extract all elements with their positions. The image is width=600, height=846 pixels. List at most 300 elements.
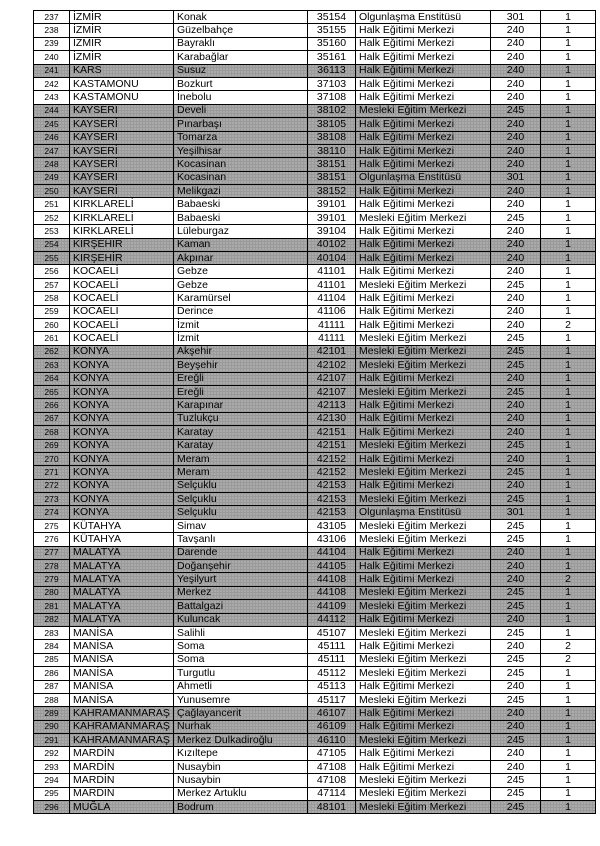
- code-cell: 40102: [308, 238, 356, 251]
- province-cell: KONYA: [70, 426, 174, 439]
- value-cell: 240: [491, 158, 541, 171]
- row-number-cell: 255: [34, 252, 70, 265]
- count-cell: 1: [541, 158, 596, 171]
- count-cell: 1: [541, 519, 596, 532]
- row-number-cell: 260: [34, 318, 70, 331]
- district-cell: Selçuklu: [174, 479, 308, 492]
- row-number-cell: 254: [34, 238, 70, 251]
- row-number-cell: 282: [34, 613, 70, 626]
- institution-cell: Halk Eğitimi Merkezi: [356, 252, 491, 265]
- row-number-cell: 242: [34, 77, 70, 90]
- institution-cell: Halk Eğitimi Merkezi: [356, 720, 491, 733]
- code-cell: 47108: [308, 774, 356, 787]
- district-cell: Nusaybin: [174, 760, 308, 773]
- value-cell: 240: [491, 720, 541, 733]
- province-cell: KOCAELİ: [70, 292, 174, 305]
- institution-cell: Mesleki Eğitim Merkezi: [356, 493, 491, 506]
- province-cell: KÜTAHYA: [70, 533, 174, 546]
- count-cell: 1: [541, 385, 596, 398]
- province-cell: KIRŞEHİR: [70, 238, 174, 251]
- value-cell: 240: [491, 37, 541, 50]
- province-cell: KONYA: [70, 466, 174, 479]
- count-cell: 1: [541, 774, 596, 787]
- value-cell: 245: [491, 774, 541, 787]
- value-cell: 240: [491, 77, 541, 90]
- count-cell: 1: [541, 278, 596, 291]
- code-cell: 35154: [308, 11, 356, 24]
- count-cell: 1: [541, 613, 596, 626]
- count-cell: 1: [541, 345, 596, 358]
- code-cell: 42151: [308, 426, 356, 439]
- table-row: [34, 171, 596, 184]
- province-cell: KONYA: [70, 359, 174, 372]
- row-number-cell: 286: [34, 667, 70, 680]
- count-cell: 1: [541, 466, 596, 479]
- table-row: [34, 466, 596, 479]
- code-cell: 41104: [308, 292, 356, 305]
- count-cell: 1: [541, 238, 596, 251]
- institution-cell: Mesleki Eğitim Merkezi: [356, 278, 491, 291]
- row-number-cell: 290: [34, 720, 70, 733]
- institution-cell: Halk Eğitimi Merkezi: [356, 412, 491, 425]
- table-row: [34, 372, 596, 385]
- province-cell: KAYSERİ: [70, 171, 174, 184]
- district-cell: Karatay: [174, 426, 308, 439]
- district-cell: Yeşilyurt: [174, 573, 308, 586]
- value-cell: 240: [491, 479, 541, 492]
- table-row: [34, 560, 596, 573]
- table-row: [34, 720, 596, 733]
- province-cell: KAYSERİ: [70, 185, 174, 198]
- value-cell: 301: [491, 506, 541, 519]
- code-cell: 43105: [308, 519, 356, 532]
- district-cell: İnebolu: [174, 91, 308, 104]
- row-number-cell: 259: [34, 305, 70, 318]
- value-cell: 245: [491, 359, 541, 372]
- institution-cell: Halk Eğitimi Merkezi: [356, 426, 491, 439]
- district-cell: Karabağlar: [174, 51, 308, 64]
- code-cell: 45117: [308, 693, 356, 706]
- count-cell: 1: [541, 91, 596, 104]
- code-cell: 44104: [308, 546, 356, 559]
- count-cell: 1: [541, 452, 596, 465]
- district-cell: Ereğli: [174, 372, 308, 385]
- institution-cell: Halk Eğitimi Merkezi: [356, 573, 491, 586]
- code-cell: 44108: [308, 573, 356, 586]
- row-number-cell: 243: [34, 91, 70, 104]
- value-cell: 240: [491, 185, 541, 198]
- count-cell: 1: [541, 586, 596, 599]
- count-cell: 1: [541, 252, 596, 265]
- institution-cell: Mesleki Eğitim Merkezi: [356, 359, 491, 372]
- table-row: [34, 787, 596, 800]
- district-cell: Meram: [174, 466, 308, 479]
- province-cell: KONYA: [70, 452, 174, 465]
- province-cell: KONYA: [70, 372, 174, 385]
- province-cell: KIRKLARELİ: [70, 211, 174, 224]
- institution-cell: Halk Eğitimi Merkezi: [356, 24, 491, 37]
- district-cell: Bozkurt: [174, 77, 308, 90]
- district-cell: Ereğli: [174, 385, 308, 398]
- count-cell: 2: [541, 318, 596, 331]
- value-cell: 240: [491, 680, 541, 693]
- institution-cell: Halk Eğitimi Merkezi: [356, 560, 491, 573]
- code-cell: 38110: [308, 144, 356, 157]
- institution-cell: Mesleki Eğitim Merkezi: [356, 586, 491, 599]
- count-cell: 1: [541, 305, 596, 318]
- row-number-cell: 263: [34, 359, 70, 372]
- value-cell: 240: [491, 91, 541, 104]
- count-cell: 2: [541, 573, 596, 586]
- table-row: [34, 586, 596, 599]
- count-cell: 1: [541, 64, 596, 77]
- institution-cell: Mesleki Eğitim Merkezi: [356, 439, 491, 452]
- count-cell: 1: [541, 626, 596, 639]
- province-cell: MALATYA: [70, 560, 174, 573]
- code-cell: 41111: [308, 332, 356, 345]
- value-cell: 240: [491, 412, 541, 425]
- institution-cell: Halk Eğitimi Merkezi: [356, 225, 491, 238]
- row-number-cell: 276: [34, 533, 70, 546]
- row-number-cell: 245: [34, 118, 70, 131]
- institution-cell: Halk Eğitimi Merkezi: [356, 51, 491, 64]
- institution-cell: Mesleki Eğitim Merkezi: [356, 600, 491, 613]
- province-cell: MARDİN: [70, 747, 174, 760]
- province-cell: KONYA: [70, 506, 174, 519]
- district-cell: Konak: [174, 11, 308, 24]
- province-cell: MALATYA: [70, 586, 174, 599]
- value-cell: 240: [491, 573, 541, 586]
- count-cell: 1: [541, 667, 596, 680]
- code-cell: 44105: [308, 560, 356, 573]
- province-cell: KONYA: [70, 399, 174, 412]
- institution-cell: Mesleki Eğitim Merkezi: [356, 104, 491, 117]
- code-cell: 45111: [308, 653, 356, 666]
- table-row: [34, 265, 596, 278]
- district-cell: Tuzlukçu: [174, 412, 308, 425]
- table-row: [34, 211, 596, 224]
- count-cell: 1: [541, 707, 596, 720]
- institution-cell: Halk Eğitimi Merkezi: [356, 118, 491, 131]
- district-cell: Melikgazi: [174, 185, 308, 198]
- institution-cell: Halk Eğitimi Merkezi: [356, 613, 491, 626]
- district-cell: Salihli: [174, 626, 308, 639]
- district-cell: Derince: [174, 305, 308, 318]
- district-cell: Doğanşehir: [174, 560, 308, 573]
- value-cell: 240: [491, 560, 541, 573]
- district-cell: Develi: [174, 104, 308, 117]
- district-cell: Yeşilhisar: [174, 144, 308, 157]
- code-cell: 42107: [308, 385, 356, 398]
- row-number-cell: 275: [34, 519, 70, 532]
- institution-cell: Mesleki Eğitim Merkezi: [356, 466, 491, 479]
- table-row: [34, 332, 596, 345]
- table-row: [34, 573, 596, 586]
- table-row: [34, 452, 596, 465]
- code-cell: 42152: [308, 452, 356, 465]
- value-cell: 240: [491, 265, 541, 278]
- province-cell: KOCAELİ: [70, 332, 174, 345]
- district-cell: Darende: [174, 546, 308, 559]
- district-cell: Tavşanlı: [174, 533, 308, 546]
- value-cell: 245: [491, 332, 541, 345]
- province-cell: İZMİR: [70, 11, 174, 24]
- code-cell: 42152: [308, 466, 356, 479]
- row-number-cell: 284: [34, 640, 70, 653]
- code-cell: 42153: [308, 506, 356, 519]
- row-number-cell: 295: [34, 787, 70, 800]
- code-cell: 46110: [308, 734, 356, 747]
- table-row: [34, 801, 596, 814]
- row-number-cell: 256: [34, 265, 70, 278]
- row-number-cell: 293: [34, 760, 70, 773]
- province-cell: KOCAELİ: [70, 318, 174, 331]
- value-cell: 245: [491, 653, 541, 666]
- table-row: [34, 479, 596, 492]
- district-cell: Simav: [174, 519, 308, 532]
- row-number-cell: 285: [34, 653, 70, 666]
- table-row: [34, 519, 596, 532]
- count-cell: 1: [541, 787, 596, 800]
- code-cell: 35155: [308, 24, 356, 37]
- table-row: [34, 640, 596, 653]
- count-cell: 1: [541, 265, 596, 278]
- table-row: [34, 252, 596, 265]
- district-cell: Soma: [174, 640, 308, 653]
- province-cell: KOCAELİ: [70, 265, 174, 278]
- code-cell: 44112: [308, 613, 356, 626]
- code-cell: 41101: [308, 265, 356, 278]
- table-row: [34, 238, 596, 251]
- institution-cell: Mesleki Eğitim Merkezi: [356, 345, 491, 358]
- value-cell: 245: [491, 345, 541, 358]
- row-number-cell: 238: [34, 24, 70, 37]
- count-cell: 1: [541, 104, 596, 117]
- table-row: [34, 278, 596, 291]
- table-row: [34, 11, 596, 24]
- count-cell: 1: [541, 211, 596, 224]
- province-cell: KONYA: [70, 412, 174, 425]
- value-cell: 245: [491, 533, 541, 546]
- institution-cell: Mesleki Eğitim Merkezi: [356, 801, 491, 814]
- district-cell: Gebze: [174, 278, 308, 291]
- district-cell: Lüleburgaz: [174, 225, 308, 238]
- row-number-cell: 252: [34, 211, 70, 224]
- count-cell: 1: [541, 760, 596, 773]
- count-cell: 1: [541, 412, 596, 425]
- value-cell: 240: [491, 426, 541, 439]
- value-cell: 240: [491, 238, 541, 251]
- institution-cell: Halk Eğitimi Merkezi: [356, 760, 491, 773]
- institution-cell: Mesleki Eğitim Merkezi: [356, 693, 491, 706]
- row-number-cell: 249: [34, 171, 70, 184]
- count-cell: 1: [541, 37, 596, 50]
- code-cell: 45113: [308, 680, 356, 693]
- table-row: [34, 64, 596, 77]
- code-cell: 38151: [308, 158, 356, 171]
- code-cell: 35161: [308, 51, 356, 64]
- count-cell: 1: [541, 747, 596, 760]
- institution-cell: Olgunlaşma Enstitüsü: [356, 11, 491, 24]
- row-number-cell: 239: [34, 37, 70, 50]
- count-cell: 1: [541, 600, 596, 613]
- district-cell: Turgutlu: [174, 667, 308, 680]
- district-cell: Meram: [174, 452, 308, 465]
- district-cell: Merkez Artuklu: [174, 787, 308, 800]
- row-number-cell: 241: [34, 64, 70, 77]
- institution-cell: Mesleki Eğitim Merkezi: [356, 385, 491, 398]
- district-cell: Kocasinan: [174, 171, 308, 184]
- province-cell: KASTAMONU: [70, 91, 174, 104]
- count-cell: 1: [541, 426, 596, 439]
- count-cell: 1: [541, 399, 596, 412]
- code-cell: 42107: [308, 372, 356, 385]
- institution-cell: Halk Eğitimi Merkezi: [356, 238, 491, 251]
- institution-cell: Mesleki Eğitim Merkezi: [356, 626, 491, 639]
- code-cell: 46109: [308, 720, 356, 733]
- province-cell: MALATYA: [70, 613, 174, 626]
- count-cell: 1: [541, 533, 596, 546]
- province-cell: KAYSERİ: [70, 104, 174, 117]
- value-cell: 240: [491, 64, 541, 77]
- district-cell: Battalgazi: [174, 600, 308, 613]
- table-body: [34, 11, 596, 814]
- district-cell: Gebze: [174, 265, 308, 278]
- province-cell: MANİSA: [70, 640, 174, 653]
- table-row: [34, 546, 596, 559]
- code-cell: 44109: [308, 600, 356, 613]
- code-cell: 37108: [308, 91, 356, 104]
- value-cell: 240: [491, 707, 541, 720]
- value-cell: 240: [491, 613, 541, 626]
- table-row: [34, 412, 596, 425]
- code-cell: 40104: [308, 252, 356, 265]
- institution-cell: Halk Eğitimi Merkezi: [356, 77, 491, 90]
- table-row: [34, 613, 596, 626]
- district-cell: Merkez: [174, 586, 308, 599]
- district-cell: Çağlayancerit: [174, 707, 308, 720]
- value-cell: 240: [491, 747, 541, 760]
- district-cell: Merkez Dulkadiroğlu: [174, 734, 308, 747]
- table-row: [34, 144, 596, 157]
- table-row: [34, 158, 596, 171]
- row-number-cell: 265: [34, 385, 70, 398]
- code-cell: 45112: [308, 667, 356, 680]
- province-cell: KONYA: [70, 479, 174, 492]
- province-cell: KÜTAHYA: [70, 519, 174, 532]
- count-cell: 1: [541, 292, 596, 305]
- row-number-cell: 271: [34, 466, 70, 479]
- table-row: [34, 359, 596, 372]
- row-number-cell: 273: [34, 493, 70, 506]
- code-cell: 38105: [308, 118, 356, 131]
- code-cell: 47114: [308, 787, 356, 800]
- province-cell: MARDİN: [70, 760, 174, 773]
- value-cell: 245: [491, 626, 541, 639]
- row-number-cell: 270: [34, 452, 70, 465]
- value-cell: 240: [491, 372, 541, 385]
- institution-cell: Mesleki Eğitim Merkezi: [356, 734, 491, 747]
- table-row: [34, 774, 596, 787]
- code-cell: 38152: [308, 185, 356, 198]
- institution-cell: Mesleki Eğitim Merkezi: [356, 787, 491, 800]
- code-cell: 45111: [308, 640, 356, 653]
- row-number-cell: 244: [34, 104, 70, 117]
- province-cell: KAHRAMANMARAŞ: [70, 720, 174, 733]
- row-number-cell: 248: [34, 158, 70, 171]
- value-cell: 245: [491, 519, 541, 532]
- province-cell: MUĞLA: [70, 801, 174, 814]
- value-cell: 245: [491, 385, 541, 398]
- value-cell: 240: [491, 292, 541, 305]
- district-cell: Akpınar: [174, 252, 308, 265]
- row-number-cell: 288: [34, 693, 70, 706]
- institution-cell: Halk Eğitimi Merkezi: [356, 131, 491, 144]
- institution-cell: Halk Eğitimi Merkezi: [356, 185, 491, 198]
- district-cell: Yunusemre: [174, 693, 308, 706]
- count-cell: 1: [541, 171, 596, 184]
- province-cell: KAYSERİ: [70, 131, 174, 144]
- count-cell: 1: [541, 506, 596, 519]
- table-row: [34, 77, 596, 90]
- value-cell: 240: [491, 452, 541, 465]
- row-number-cell: 283: [34, 626, 70, 639]
- district-cell: Susuz: [174, 64, 308, 77]
- institution-cell: Mesleki Eğitim Merkezi: [356, 667, 491, 680]
- code-cell: 41101: [308, 278, 356, 291]
- count-cell: 1: [541, 51, 596, 64]
- district-cell: Kızıltepe: [174, 747, 308, 760]
- district-cell: Kuluncak: [174, 613, 308, 626]
- row-number-cell: 287: [34, 680, 70, 693]
- institution-cell: Halk Eğitimi Merkezi: [356, 144, 491, 157]
- province-cell: İZMİR: [70, 37, 174, 50]
- district-cell: Tomarza: [174, 131, 308, 144]
- province-cell: MALATYA: [70, 546, 174, 559]
- code-cell: 41106: [308, 305, 356, 318]
- province-cell: KIRŞEHİR: [70, 252, 174, 265]
- row-number-cell: 267: [34, 412, 70, 425]
- value-cell: 245: [491, 734, 541, 747]
- count-cell: 1: [541, 493, 596, 506]
- province-cell: KONYA: [70, 493, 174, 506]
- count-cell: 1: [541, 185, 596, 198]
- province-cell: KIRKLARELİ: [70, 225, 174, 238]
- count-cell: 1: [541, 693, 596, 706]
- province-cell: KAYSERİ: [70, 118, 174, 131]
- code-cell: 41111: [308, 318, 356, 331]
- province-cell: MARDİN: [70, 774, 174, 787]
- district-cell: Bodrum: [174, 801, 308, 814]
- code-cell: 42101: [308, 345, 356, 358]
- count-cell: 1: [541, 77, 596, 90]
- row-number-cell: 247: [34, 144, 70, 157]
- table-row: [34, 747, 596, 760]
- value-cell: 245: [491, 667, 541, 680]
- district-cell: Karamürsel: [174, 292, 308, 305]
- code-cell: 39101: [308, 198, 356, 211]
- code-cell: 39104: [308, 225, 356, 238]
- institution-cell: Halk Eğitimi Merkezi: [356, 707, 491, 720]
- value-cell: 245: [491, 600, 541, 613]
- count-cell: 1: [541, 560, 596, 573]
- table-row: [34, 292, 596, 305]
- code-cell: 42102: [308, 359, 356, 372]
- table-row: [34, 104, 596, 117]
- table-row: [34, 626, 596, 639]
- value-cell: 240: [491, 24, 541, 37]
- code-cell: 44108: [308, 586, 356, 599]
